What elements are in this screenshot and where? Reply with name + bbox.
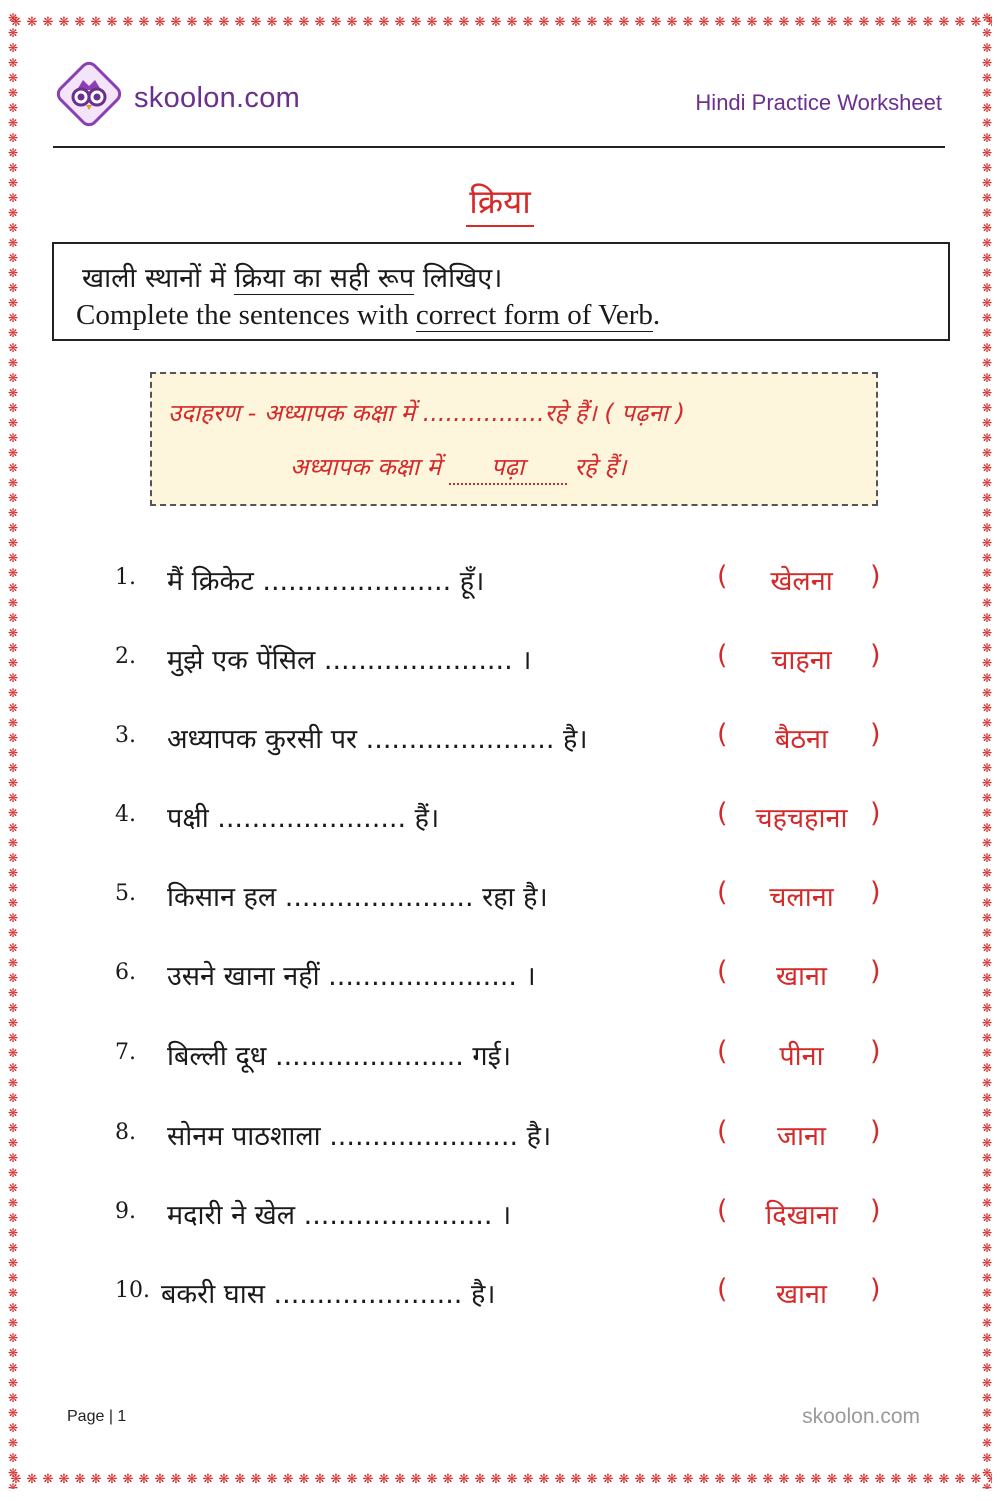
paren-close: ) — [870, 1274, 881, 1305]
question-verb: बैठना — [774, 724, 829, 755]
paren-open: ( — [717, 1195, 728, 1226]
paren-close: ) — [870, 1036, 881, 1067]
question-row — [115, 561, 895, 601]
paren-open: ( — [717, 1116, 728, 1147]
question-row — [115, 640, 895, 680]
page-number: Page | 1 — [67, 1408, 127, 1425]
question-row — [115, 1036, 895, 1076]
instruction-english-underlined: correct form of Verb — [415, 299, 653, 331]
question-text: अध्यापक कुरसी पर ...................... है। — [167, 724, 588, 755]
question-text: पक्षी ...................... हैं। — [167, 803, 440, 834]
question-number: 8. — [115, 1120, 136, 1145]
question-number: 5. — [115, 881, 136, 906]
paren-open: ( — [717, 640, 728, 671]
question-number: 9. — [115, 1199, 136, 1224]
paren-open: ( — [717, 798, 728, 829]
header-divider — [53, 146, 945, 148]
example-answer-post: रहे हैं। — [574, 453, 627, 481]
question-number: 1. — [115, 565, 136, 590]
instruction-hindi-pre: खाली स्थानों में — [82, 263, 235, 294]
paren-close: ) — [870, 877, 881, 908]
question-number: 10. — [115, 1278, 150, 1303]
question-text: मैं क्रिकेट ...................... हूँ। — [167, 566, 485, 597]
footer-site-link[interactable]: skoolon.com — [802, 1405, 920, 1428]
question-verb: खेलना — [770, 566, 833, 597]
question-text: मुझे एक पेंसिल ...................... । — [167, 645, 532, 676]
question-number: 4. — [115, 802, 136, 827]
question-row — [115, 1274, 895, 1314]
question-verb: खाना — [775, 1279, 828, 1310]
instruction-english-pre: Complete the sentences with — [76, 299, 416, 331]
question-row — [115, 956, 895, 996]
owl-logo-icon — [50, 55, 128, 133]
question-number: 3. — [115, 723, 136, 748]
page-border-right — [978, 10, 996, 1489]
instruction-hindi-post: लिखिए। — [414, 263, 503, 294]
question-text: सोनम पाठशाला ...................... है। — [167, 1121, 552, 1152]
page-border-left — [4, 10, 22, 1489]
question-row — [115, 1195, 895, 1235]
paren-close: ) — [870, 956, 881, 987]
question-row — [115, 798, 895, 838]
question-text: किसान हल ...................... रहा है। — [167, 882, 548, 913]
example-answer-pre: अध्यापक कक्षा में — [290, 453, 442, 481]
brand-name[interactable]: skoolon.com — [134, 82, 301, 114]
question-text: उसने खाना नहीं ...................... । — [167, 961, 536, 992]
border-pattern-top — [8, 10, 992, 32]
border-pattern-bottom — [8, 1467, 992, 1489]
question-verb: दिखाना — [765, 1200, 838, 1231]
instruction-hindi-underlined: क्रिया का सही रूप — [234, 263, 415, 294]
paren-open: ( — [717, 877, 728, 908]
question-text: बकरी घास ...................... है। — [161, 1279, 496, 1310]
question-verb: चाहना — [771, 645, 832, 676]
border-pattern-left — [4, 10, 22, 1489]
question-number: 2. — [115, 644, 136, 669]
paren-close: ) — [870, 719, 881, 750]
topic-heading-text: क्रिया — [466, 182, 534, 227]
paren-close: ) — [870, 798, 881, 829]
instructions-box — [52, 242, 950, 341]
paren-open: ( — [717, 956, 728, 987]
question-text: मदारी ने खेल ...................... । — [167, 1200, 512, 1231]
question-text: बिल्ली दूध ...................... गई। — [167, 1041, 512, 1072]
instruction-english — [76, 299, 660, 332]
paren-close: ) — [870, 1116, 881, 1147]
question-row — [115, 877, 895, 917]
paren-open: ( — [717, 1036, 728, 1067]
page-border-top — [8, 10, 992, 32]
example-box — [150, 372, 878, 506]
question-number: 6. — [115, 960, 136, 985]
instruction-english-post: . — [652, 299, 661, 331]
page-border-bottom — [8, 1467, 992, 1489]
question-verb: चलाना — [769, 882, 834, 913]
paren-open: ( — [717, 561, 728, 592]
paren-close: ) — [870, 561, 881, 592]
example-question: उदाहरण - अध्यापक कक्षा में ................रहे हैं। ( पढ़ना ) — [168, 399, 685, 427]
question-row — [115, 719, 895, 759]
question-verb: पीना — [779, 1041, 824, 1072]
question-verb: चहचहाना — [755, 803, 848, 834]
example-answer-line — [290, 450, 626, 485]
worksheet-title: Hindi Practice Worksheet — [695, 90, 942, 115]
question-verb: खाना — [775, 961, 828, 992]
border-pattern-right — [978, 10, 996, 1489]
paren-close: ) — [870, 1195, 881, 1226]
paren-close: ) — [870, 640, 881, 671]
question-number: 7. — [115, 1040, 136, 1065]
instruction-hindi — [82, 258, 502, 295]
paren-open: ( — [717, 1274, 728, 1305]
paren-open: ( — [717, 719, 728, 750]
question-row — [115, 1116, 895, 1156]
question-verb: जाना — [776, 1121, 826, 1152]
topic-heading — [0, 178, 1000, 223]
example-answer: पढ़ा — [449, 450, 567, 485]
